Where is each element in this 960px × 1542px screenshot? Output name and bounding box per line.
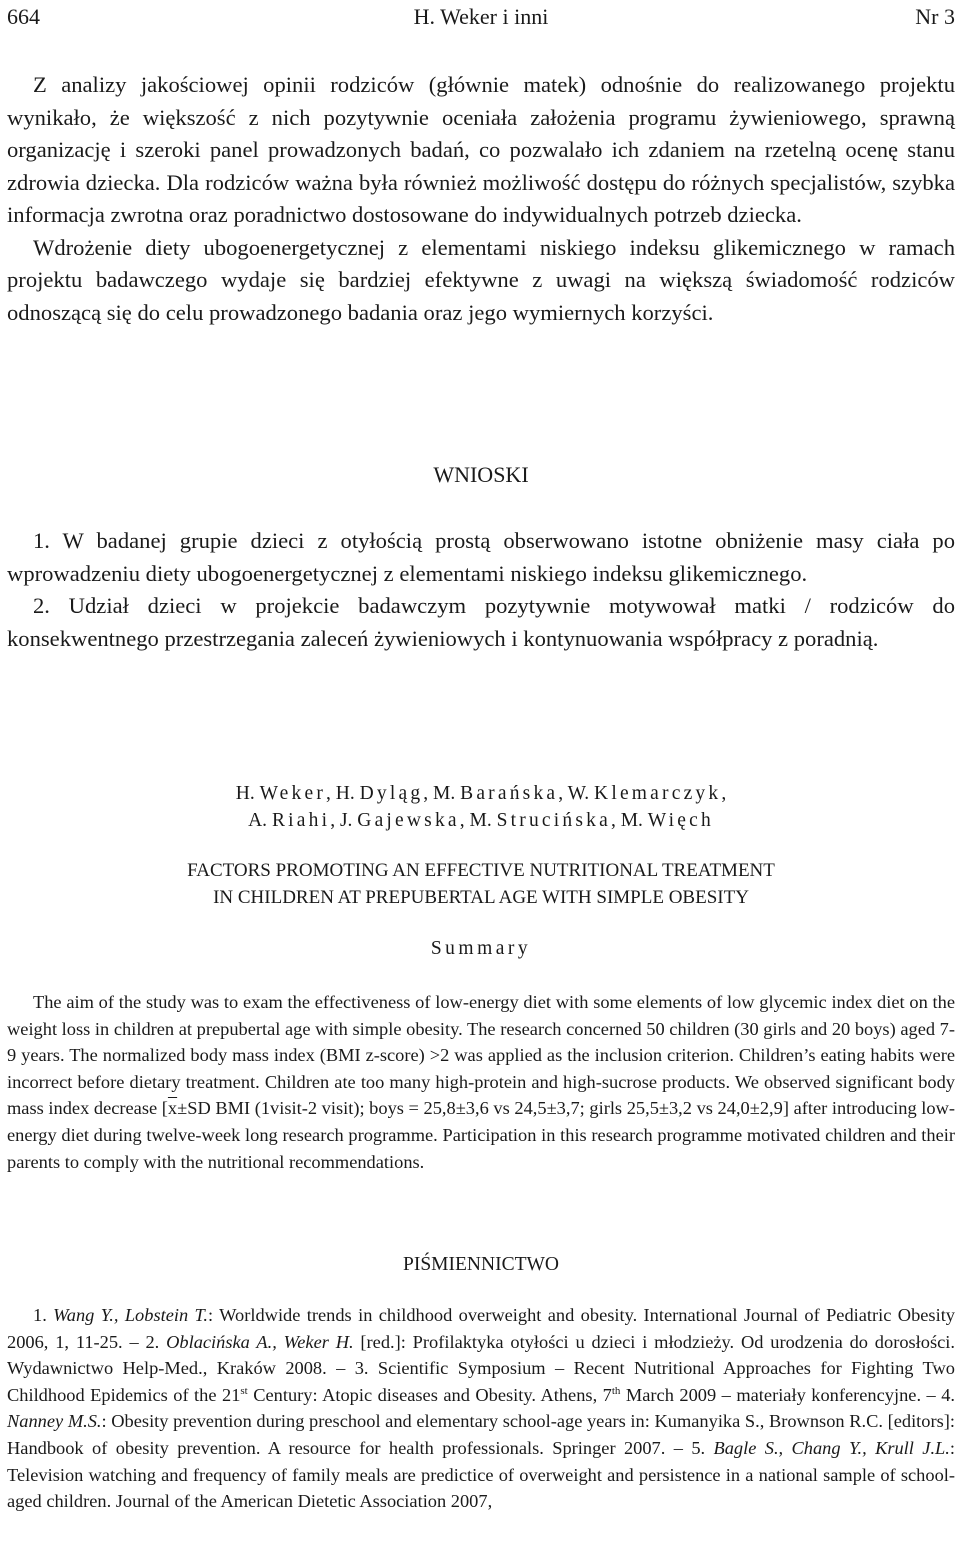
ref-4-authors: Nanney M.S.: [7, 1411, 102, 1432]
ref-5-authors: Bagle S., Chang Y., Krull J.L.: [713, 1437, 950, 1458]
references-paragraph: 1. Wang Y., Lobstein T.: Worldwide trends in childhood overweight and obesity. International Journal of Pediatric Obesity 2006, 1, 11-25. – 2. Oblacińska A., Weker H. [red.]: Profilaktyka otyłości u dzieci i młodzieży. Od urodzenia do dorosłości. Wydawnictwo Help-Med., Kraków 2008. – 3. Scientific Symposium – Recent Nutritional Approaches for Fighting Two Childhood Epidemics of the 21st Century: Atopic diseases and Obesity. Athens, 7th March 2009 – materiały konferencyjne. – 4. Nanney M.S.: Obesity prevention during preschool and elementary school-age years in: Kumanyika S., Brownson R.C. [editors]: Handbook of obesity prevention. A resource for health professionals. Springer 2007. – 5. Bagle S., Chang Y., Krull J.L.: Television watching and frequency of family meals are predictice of overweight and persistence in a national sample of school-aged children. Journal of the American Dietetic Association 2007,: [7, 1305, 956, 1512]
references-heading: PIŚMIENNICTWO: [403, 1254, 559, 1275]
ref-2-authors: Oblacińska A., Weker H.: [166, 1331, 354, 1352]
body-paragraph-1: Z analizy jakościowej opinii rodziców (głównie matek) odnośnie do realizowanego projektu wynikało, że większość z nich pozytywnie oceniała założenia programu żywieniowego, sprawną organizację i szeroki panel prowadzonych badań, co pozwalało ich zdaniem na rzetelną ocenę stanu zdrowia dziecka. Dla rodziców ważna była również możliwość dostępu do różnych specjalistów, szybka informacja zwrotna oraz poradnictwo dostosowane do indywidualnych potrzeb dziecka.: [7, 72, 955, 227]
issue-number: Nr 3: [915, 4, 955, 29]
ref-1-authors: Wang Y., Lobstein T.: [53, 1305, 209, 1325]
polish-body: [7, 69, 955, 329]
mean-symbol: $\overline{x}$: [167, 1098, 178, 1119]
english-title: [7, 857, 955, 911]
page-number: 664: [7, 4, 40, 29]
conclusions-heading: WNIOSKI: [433, 462, 529, 487]
conclusion-item-2: 2. Udział dzieci w projekcie badawczym pozytywnie motywował matki / rodziców do konsekwentnego przestrzegania zaleceń żywieniowych i kontynuowania współpracy z poradnią.: [7, 593, 955, 651]
authors-line-2: A. Riahi, J. Gajewska, M. Strucińska, M. Więch: [248, 810, 714, 831]
english-title-line-1: FACTORS PROMOTING AN EFFECTIVE NUTRITIONAL TREATMENT: [187, 860, 775, 881]
conclusion-item-1: 1. W badanej grupie dzieci z otyłością prostą obserwowano istotne obniżenie masy ciała po wprowadzeniu diety ubogoenergetycznej z elementami niskiego indeksu glikemicznego.: [7, 528, 955, 586]
english-authors: [7, 780, 955, 834]
running-head: [7, 4, 955, 32]
summary-heading: Summary: [430, 938, 532, 959]
body-paragraph-2: Wdrożenie diety ubogoenergetycznej z elementami niskiego indeksu glikemicznego w ramach projektu badawczego wydaje się bardziej efektywne z uwagi na większą świadomość rodziców odnoszącą się do celu prowadzonego badania oraz jego wymiernych korzyści.: [7, 234, 955, 325]
running-title: H. Weker i inni: [413, 4, 549, 29]
english-title-line-2: IN CHILDREN AT PREPUBERTAL AGE WITH SIMPLE OBESITY: [213, 887, 749, 908]
summary-paragraph: The aim of the study was to exam the effectiveness of low-energy diet with some elements of low glycemic index diet on the weight loss in children at prepubertal age with simple obesity. The research concerned 50 children (30 girls and 20 boys) aged 7-9 years. The normalized body mass index (BMI z-score) >2 was applied as the inclusion criterion. Children’s eating habits were incorrect before dietary treatment. Children ate too many high-protein and high-sucrose products. We observed significant body mass index decrease [$\overline{x}\pm SD$ BMI (1visit-2 visit); boys = 25,8±3,6 vs 24,5±3,7; girls 25,5±3,2 vs 24,0±2,9] after introducing low-energy diet during twelve-week long research programme. Participation in this research programme motivated children and their parents to comply with the nutritional recommendations.: [7, 992, 955, 1172]
english-summary: [7, 989, 955, 1175]
authors-line-1: H. Weker, H. Dyląg, M. Barańska, W. Klemarczyk,: [235, 783, 727, 804]
references-list: [7, 1302, 955, 1515]
conclusions-list: [7, 525, 955, 655]
